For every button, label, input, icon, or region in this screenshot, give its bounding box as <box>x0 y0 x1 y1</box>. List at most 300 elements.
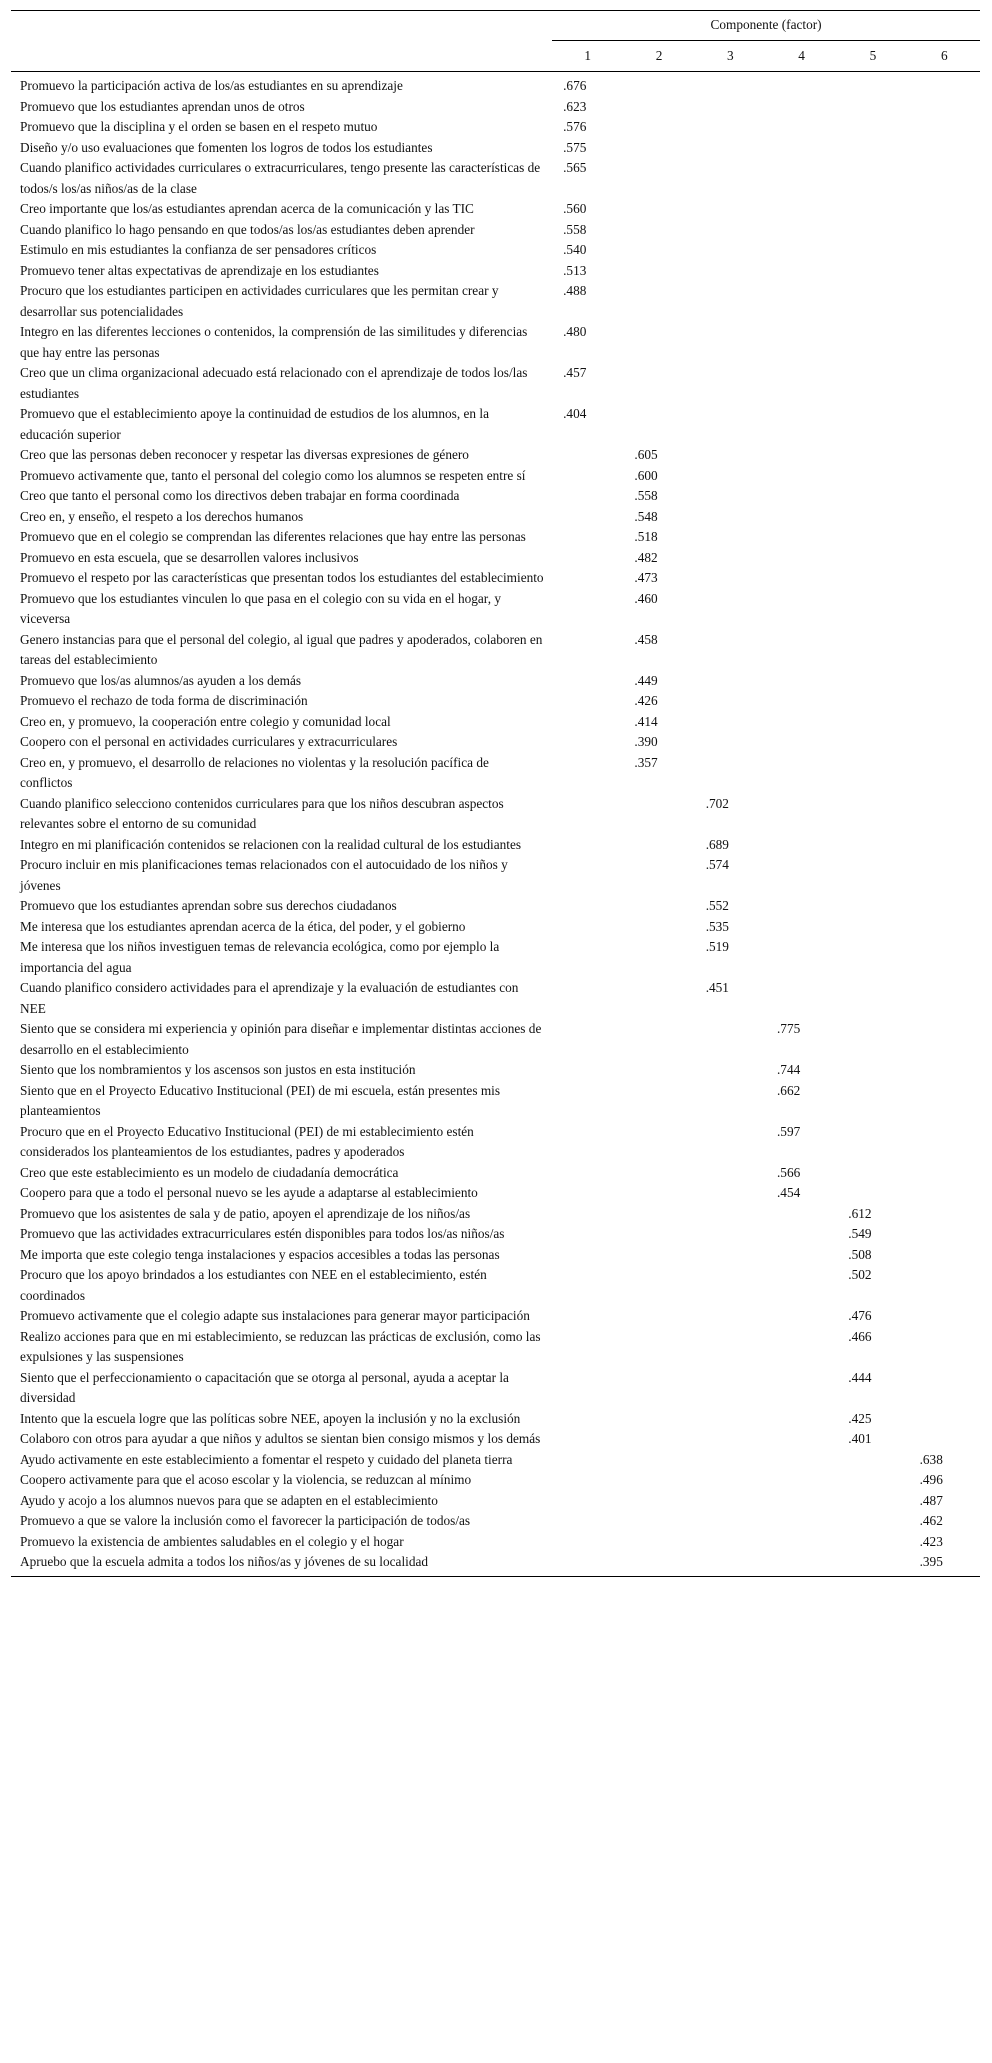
table-row <box>11 1081 980 1122</box>
empty-cell <box>766 589 837 630</box>
empty-cell <box>766 1511 837 1532</box>
empty-cell <box>695 1019 766 1060</box>
table-row <box>11 548 980 569</box>
empty-cell <box>837 220 908 241</box>
empty-cell <box>837 158 908 199</box>
empty-cell <box>766 1368 837 1409</box>
item-label: Creo que las personas deben reconocer y respetar las diversas expresiones de género <box>20 447 469 462</box>
table-row <box>11 1204 980 1225</box>
empty-cell <box>837 712 908 733</box>
loading-value: .513 <box>563 262 587 278</box>
empty-cell <box>766 1224 837 1245</box>
loading-value: .457 <box>563 365 587 380</box>
empty-cell <box>623 199 694 220</box>
table-row <box>11 507 980 528</box>
empty-cell <box>623 1019 694 1060</box>
item-label: Promuevo que los/as alumnos/as ayuden a los demás <box>20 672 302 688</box>
empty-cell <box>909 445 980 466</box>
empty-cell <box>552 794 623 835</box>
item-label: Promuevo que los estudiantes aprendan unos de otros <box>20 98 305 114</box>
empty-cell <box>909 1245 980 1266</box>
item-label: Cuando planifico selecciono contenidos curriculares para que los niños descubran aspectos relevantes sobre el entorno de su comunidad <box>20 795 504 831</box>
item-label: Me interesa que los estudiantes aprendan acerca de la ética, del poder, y el gobierno <box>20 918 466 934</box>
item-label: Creo en, y promuevo, la cooperación entre colegio y comunidad local <box>20 713 391 729</box>
loading-value: .552 <box>705 898 729 913</box>
empty-cell <box>695 1470 766 1491</box>
empty-cell <box>766 548 837 569</box>
empty-cell <box>909 1409 980 1430</box>
empty-cell <box>766 158 837 199</box>
loading-value: .473 <box>634 570 658 585</box>
empty-cell <box>909 896 980 917</box>
empty-cell <box>766 917 837 938</box>
empty-cell <box>766 835 837 856</box>
header-blank-cell <box>11 41 552 72</box>
empty-cell <box>695 1491 766 1512</box>
empty-cell <box>695 445 766 466</box>
empty-cell <box>695 691 766 712</box>
empty-cell <box>909 753 980 794</box>
empty-cell <box>766 896 837 917</box>
empty-cell <box>909 917 980 938</box>
table-row <box>11 1122 980 1163</box>
empty-cell <box>909 548 980 569</box>
empty-cell <box>623 322 694 363</box>
empty-cell <box>695 1265 766 1306</box>
empty-cell <box>766 261 837 282</box>
item-label: Siento que los nombramientos y los ascensos son justos en esta institución <box>20 1062 416 1077</box>
empty-cell <box>766 1327 837 1368</box>
table-row <box>11 404 980 445</box>
empty-cell <box>552 691 623 712</box>
table-row <box>11 527 980 548</box>
item-label: Realizo acciones para que en mi establecimiento, se reduzcan las prácticas de exclusión, como las expulsiones y las suspensiones <box>20 1328 541 1364</box>
table-row <box>11 240 980 261</box>
empty-cell <box>623 1470 694 1491</box>
empty-cell <box>766 322 837 363</box>
empty-cell <box>695 1245 766 1266</box>
empty-cell <box>909 158 980 199</box>
empty-cell <box>766 978 837 1019</box>
loading-value: .401 <box>848 1431 872 1446</box>
loading-value: .414 <box>634 713 658 729</box>
empty-cell <box>695 589 766 630</box>
empty-cell <box>837 1532 908 1553</box>
empty-cell <box>766 527 837 548</box>
empty-cell <box>909 199 980 220</box>
loading-value: .454 <box>776 1185 801 1200</box>
item-label: Promuevo activamente que, tanto el personal del colegio como los alumnos se respeten entre sí <box>20 467 526 483</box>
empty-cell <box>695 138 766 159</box>
empty-cell <box>552 1327 623 1368</box>
empty-cell <box>623 97 694 118</box>
loading-value: .558 <box>563 221 587 237</box>
item-label: Creo que este establecimiento es un modelo de ciudadanía democrática <box>20 1164 399 1180</box>
item-label: Siento que en el Proyecto Educativo Institucional (PEI) de mi escuela, están presentes mis planteamientos <box>20 1082 501 1118</box>
loading-value: .458 <box>634 631 658 647</box>
item-label: Creo en, y promuevo, el desarrollo de relaciones no violentas y la resolución pacífica de conflictos <box>20 754 489 790</box>
empty-cell <box>909 589 980 630</box>
item-label: Promuevo tener altas expectativas de aprendizaje en los estudiantes <box>20 262 379 278</box>
item-label: Promuevo el rechazo de toda forma de discriminación <box>20 693 308 708</box>
loading-value: .676 <box>563 78 587 93</box>
empty-cell <box>766 753 837 794</box>
table-row <box>11 589 980 630</box>
item-label: Promuevo en esta escuela, que se desarrollen valores inclusivos <box>20 549 359 565</box>
empty-cell <box>552 1163 623 1184</box>
item-label: Promuevo que los asistentes de sala y de patio, apoyen el aprendizaje de los niños/as <box>20 1205 471 1221</box>
empty-cell <box>837 117 908 138</box>
empty-cell <box>695 240 766 261</box>
table-row <box>11 466 980 487</box>
empty-cell <box>909 937 980 978</box>
empty-cell <box>766 732 837 753</box>
loading-value: .605 <box>634 447 658 462</box>
empty-cell <box>695 158 766 199</box>
empty-cell <box>909 671 980 692</box>
empty-cell <box>837 363 908 404</box>
table-row <box>11 72 980 97</box>
empty-cell <box>623 835 694 856</box>
empty-cell <box>837 1450 908 1471</box>
empty-cell <box>909 712 980 733</box>
item-label: Promuevo que los estudiantes vinculen lo que pasa en el colegio con su vida en el hogar, y viceversa <box>20 590 501 626</box>
loading-value: .566 <box>776 1164 801 1180</box>
table-row <box>11 117 980 138</box>
empty-cell <box>837 937 908 978</box>
item-label: Cuando planifico lo hago pensando en que todos/as los/as estudiantes deben aprender <box>20 221 475 237</box>
loading-value: .540 <box>563 242 587 257</box>
empty-cell <box>837 1122 908 1163</box>
empty-cell <box>766 794 837 835</box>
empty-cell <box>909 794 980 835</box>
empty-cell <box>909 486 980 507</box>
table-row <box>11 691 980 712</box>
empty-cell <box>695 507 766 528</box>
empty-cell <box>695 1081 766 1122</box>
empty-cell <box>623 138 694 159</box>
empty-cell <box>552 507 623 528</box>
empty-cell <box>766 466 837 487</box>
empty-cell <box>766 1470 837 1491</box>
loading-value: .395 <box>909 1552 980 1576</box>
item-label: Diseño y/o uso evaluaciones que fomenten los logros de todos los estudiantes <box>20 139 433 155</box>
empty-cell <box>837 404 908 445</box>
empty-cell <box>623 281 694 322</box>
empty-cell <box>623 1122 694 1163</box>
item-label: Ayudo activamente en este establecimiento a fomentar el respeto y cuidado del planeta tierra <box>20 1451 513 1467</box>
empty-cell <box>695 1122 766 1163</box>
empty-cell <box>837 199 908 220</box>
item-label: Promuevo que en el colegio se comprendan las diferentes relaciones que hay entre las personas <box>20 529 526 544</box>
item-label: Promuevo la participación activa de los/as estudiantes en su aprendizaje <box>20 78 403 93</box>
empty-cell <box>623 1081 694 1122</box>
table-row <box>11 97 980 118</box>
empty-cell <box>766 712 837 733</box>
table-row <box>11 835 980 856</box>
loading-value: .357 <box>634 754 658 770</box>
empty-cell <box>552 1409 623 1430</box>
empty-cell <box>623 1450 694 1471</box>
empty-cell <box>909 1224 980 1245</box>
empty-cell <box>909 1183 980 1204</box>
empty-cell <box>623 240 694 261</box>
empty-cell <box>837 896 908 917</box>
empty-cell <box>695 97 766 118</box>
loading-value: .462 <box>919 1513 943 1528</box>
empty-cell <box>552 712 623 733</box>
item-label: Apruebo que la escuela admita a todos los niños/as y jóvenes de su localidad <box>11 1552 552 1576</box>
empty-cell <box>837 548 908 569</box>
loading-value: .612 <box>848 1205 872 1221</box>
table-row <box>11 1060 980 1081</box>
empty-cell <box>837 1081 908 1122</box>
loading-value: .623 <box>563 98 587 114</box>
empty-cell <box>837 527 908 548</box>
table-row <box>11 712 980 733</box>
empty-cell <box>695 527 766 548</box>
empty-cell <box>909 1204 980 1225</box>
empty-cell <box>837 1552 908 1576</box>
factor-header-5: 5 <box>837 41 908 72</box>
empty-cell <box>695 1450 766 1471</box>
empty-cell <box>837 507 908 528</box>
empty-cell <box>552 1019 623 1060</box>
table-row <box>11 281 980 322</box>
empty-cell <box>909 568 980 589</box>
empty-cell <box>766 630 837 671</box>
empty-cell <box>695 1306 766 1327</box>
empty-cell <box>695 1511 766 1532</box>
empty-cell <box>766 1450 837 1471</box>
empty-cell <box>837 445 908 466</box>
item-label: Procuro que los apoyo brindados a los estudiantes con NEE en el establecimiento, estén coordinados <box>20 1267 487 1303</box>
loading-value: .565 <box>563 160 587 175</box>
loading-value: .574 <box>705 857 729 872</box>
item-label: Integro en las diferentes lecciones o contenidos, la comprensión de las similitudes y diferencias que hay entre las personas <box>20 324 528 360</box>
empty-cell <box>909 855 980 896</box>
table-row <box>11 1224 980 1245</box>
empty-cell <box>766 1306 837 1327</box>
loading-value: .518 <box>634 529 658 544</box>
empty-cell <box>766 1532 837 1553</box>
item-label: Creo en, y enseño, el respeto a los derechos humanos <box>20 508 304 524</box>
empty-cell <box>623 1163 694 1184</box>
loading-value: .549 <box>848 1226 872 1241</box>
empty-cell <box>552 732 623 753</box>
empty-cell <box>766 117 837 138</box>
table-row <box>11 220 980 241</box>
empty-cell <box>623 363 694 404</box>
empty-cell <box>837 1163 908 1184</box>
loading-value: .600 <box>634 467 658 483</box>
empty-cell <box>766 1265 837 1306</box>
loading-value: .638 <box>919 1451 943 1467</box>
empty-cell <box>552 1060 623 1081</box>
empty-cell <box>695 671 766 692</box>
empty-cell <box>623 1368 694 1409</box>
item-label: Creo importante que los/as estudiantes aprendan acerca de la comunicación y las TIC <box>20 201 474 216</box>
empty-cell <box>695 1532 766 1553</box>
table-row <box>11 1491 980 1512</box>
table-row <box>11 158 980 199</box>
empty-cell <box>766 220 837 241</box>
empty-cell <box>695 1368 766 1409</box>
empty-cell <box>766 138 837 159</box>
empty-cell <box>909 1429 980 1450</box>
loading-value: .662 <box>776 1082 801 1098</box>
empty-cell <box>837 917 908 938</box>
empty-cell <box>837 568 908 589</box>
table-row <box>11 1450 980 1471</box>
empty-cell <box>695 630 766 671</box>
empty-cell <box>623 978 694 1019</box>
item-label: Creo que tanto el personal como los directivos deben trabajar en forma coordinada <box>20 488 460 503</box>
table-row <box>11 199 980 220</box>
empty-cell <box>766 1552 837 1576</box>
factor-header-4: 4 <box>766 41 837 72</box>
loading-value: .390 <box>634 734 658 749</box>
empty-cell <box>909 404 980 445</box>
item-label: Promuevo a que se valore la inclusión como el favorecer la participación de todos/as <box>20 1513 471 1528</box>
empty-cell <box>695 1552 766 1576</box>
empty-cell <box>766 97 837 118</box>
empty-cell <box>552 753 623 794</box>
empty-cell <box>552 527 623 548</box>
empty-cell <box>909 97 980 118</box>
empty-cell <box>695 322 766 363</box>
empty-cell <box>766 445 837 466</box>
empty-cell <box>837 281 908 322</box>
empty-cell <box>837 978 908 1019</box>
empty-cell <box>695 1429 766 1450</box>
empty-cell <box>552 1450 623 1471</box>
empty-cell <box>909 322 980 363</box>
empty-cell <box>837 466 908 487</box>
item-label: Promuevo la existencia de ambientes saludables en el colegio y el hogar <box>20 1533 404 1549</box>
loading-value: .476 <box>848 1308 872 1323</box>
empty-cell <box>695 548 766 569</box>
loading-value: .444 <box>848 1369 872 1385</box>
factor-header-1: 1 <box>552 41 623 72</box>
empty-cell <box>623 261 694 282</box>
loading-value: .488 <box>563 283 587 298</box>
item-label: Promuevo activamente que el colegio adapte sus instalaciones para generar mayor participación <box>20 1308 530 1323</box>
empty-cell <box>623 1409 694 1430</box>
loading-value: .425 <box>848 1410 872 1426</box>
loading-value: .423 <box>919 1533 943 1549</box>
empty-cell <box>909 1019 980 1060</box>
item-label: Promuevo el respeto por las características que presentan todos los estudiantes del establecimiento <box>20 570 544 585</box>
item-label: Siento que se considera mi experiencia y opinión para diseñar e implementar distintas acciones de desarrollo en el establecimiento <box>20 1021 542 1057</box>
empty-cell <box>623 1224 694 1245</box>
empty-cell <box>552 630 623 671</box>
loading-value: .558 <box>634 488 658 503</box>
empty-cell <box>909 1060 980 1081</box>
empty-cell <box>552 1081 623 1122</box>
item-label: Coopero activamente para que el acoso escolar y la violencia, se reduzcan al mínimo <box>20 1472 472 1487</box>
empty-cell <box>623 917 694 938</box>
empty-cell <box>766 1245 837 1266</box>
empty-cell <box>695 568 766 589</box>
empty-cell <box>837 1019 908 1060</box>
table-row <box>11 630 980 671</box>
empty-cell <box>552 1183 623 1204</box>
empty-cell <box>766 1491 837 1512</box>
empty-cell <box>623 1265 694 1306</box>
empty-cell <box>695 72 766 97</box>
empty-cell <box>695 1163 766 1184</box>
empty-cell <box>552 671 623 692</box>
empty-cell <box>623 1429 694 1450</box>
loading-value: .460 <box>634 590 658 606</box>
loading-value: .775 <box>776 1021 801 1036</box>
item-label: Genero instancias para que el personal del colegio, al igual que padres y apoderados, colaboren en tareas del establecimiento <box>20 631 543 667</box>
item-label: Promuevo que las actividades extracurriculares estén disponibles para todos los/as niños/as <box>20 1226 505 1241</box>
empty-cell <box>909 138 980 159</box>
table-row <box>11 1532 980 1553</box>
empty-cell <box>909 240 980 261</box>
empty-cell <box>623 220 694 241</box>
empty-cell <box>552 1491 623 1512</box>
empty-cell <box>695 220 766 241</box>
empty-cell <box>695 732 766 753</box>
empty-cell <box>837 691 908 712</box>
item-label: Promuevo que los estudiantes aprendan sobre sus derechos ciudadanos <box>20 898 397 913</box>
item-label: Procuro que en el Proyecto Educativo Institucional (PEI) de mi establecimiento estén considerados los planteamientos de los estudiantes, padres y apoderados <box>20 1123 474 1159</box>
loading-value: .482 <box>634 549 658 565</box>
empty-cell <box>837 794 908 835</box>
empty-cell <box>766 1204 837 1225</box>
empty-cell <box>909 281 980 322</box>
empty-cell <box>552 1122 623 1163</box>
empty-cell <box>623 158 694 199</box>
empty-cell <box>552 1470 623 1491</box>
empty-cell <box>695 1224 766 1245</box>
loading-value: .466 <box>848 1328 872 1344</box>
table-row <box>11 1511 980 1532</box>
empty-cell <box>623 404 694 445</box>
item-label: Promuevo que la disciplina y el orden se basen en el respeto mutuo <box>20 119 378 134</box>
empty-cell <box>623 1060 694 1081</box>
empty-cell <box>552 1429 623 1450</box>
empty-cell <box>766 199 837 220</box>
empty-cell <box>909 363 980 404</box>
empty-cell <box>837 671 908 692</box>
empty-cell <box>766 240 837 261</box>
table-header <box>11 11 980 72</box>
empty-cell <box>766 855 837 896</box>
empty-cell <box>766 691 837 712</box>
empty-cell <box>837 1183 908 1204</box>
loading-value: .702 <box>705 795 729 811</box>
empty-cell <box>837 1470 908 1491</box>
empty-cell <box>837 1060 908 1081</box>
empty-cell <box>623 72 694 97</box>
table-row <box>11 1265 980 1306</box>
empty-cell <box>552 835 623 856</box>
empty-cell <box>552 486 623 507</box>
loading-value: .597 <box>776 1123 801 1139</box>
empty-cell <box>552 978 623 1019</box>
empty-cell <box>623 1245 694 1266</box>
empty-cell <box>837 261 908 282</box>
table-row <box>11 1163 980 1184</box>
empty-cell <box>837 835 908 856</box>
empty-cell <box>909 466 980 487</box>
empty-cell <box>837 1491 908 1512</box>
table-row <box>11 937 980 978</box>
